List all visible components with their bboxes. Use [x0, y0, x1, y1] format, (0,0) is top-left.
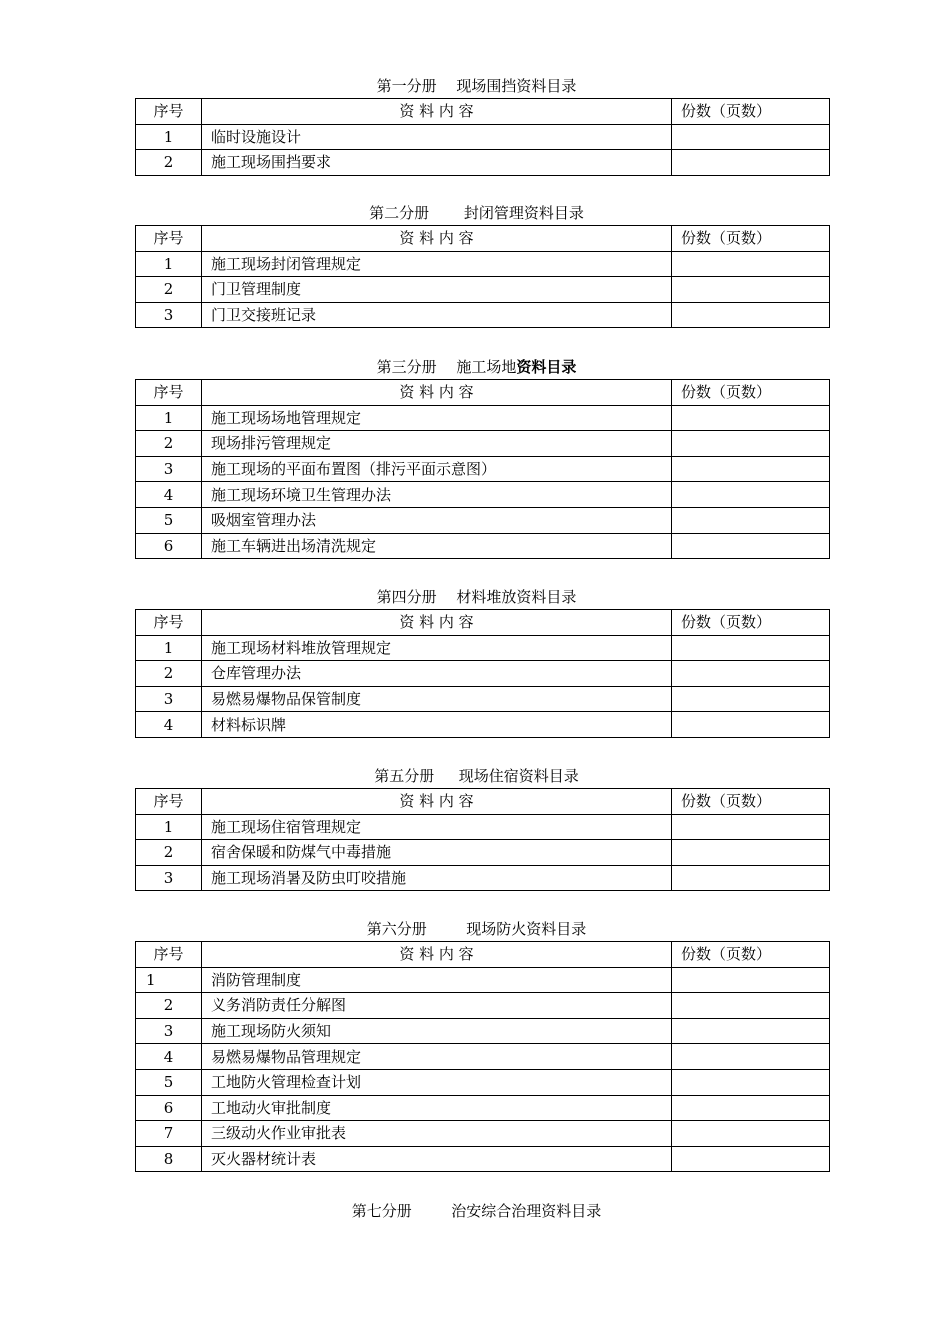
row-content: 临时设施设计: [202, 124, 672, 150]
row-content: 宿舍保暖和防煤气中毒措施: [202, 840, 672, 866]
row-pages: [672, 482, 830, 508]
row-pages: [672, 967, 830, 993]
table-row: [136, 635, 830, 661]
row-pages: [672, 405, 830, 431]
row-no: 6: [136, 533, 202, 559]
row-content: 现场排污管理规定: [202, 431, 672, 457]
row-no: 3: [136, 865, 202, 891]
section-title: 第五分册 现场住宿资料目录: [374, 767, 579, 785]
header-no: 序号: [136, 610, 202, 636]
row-pages: [672, 1121, 830, 1147]
row-no: 2: [136, 661, 202, 687]
row-content: 义务消防责任分解图: [202, 993, 672, 1019]
table-row: [136, 507, 830, 533]
catalog-table: [135, 941, 830, 1172]
header-content: 资 料 内 容: [202, 789, 672, 815]
header-content: 资 料 内 容: [202, 226, 672, 252]
header-content: 资 料 内 容: [202, 942, 672, 968]
row-content: 易燃易爆物品管理规定: [202, 1044, 672, 1070]
row-no: 1: [136, 967, 202, 993]
header-pages: 份数（页数）: [672, 380, 830, 406]
table-row: [136, 661, 830, 687]
section-title-bold: 资料目录: [516, 358, 577, 376]
row-pages: [672, 431, 830, 457]
row-no: 1: [136, 405, 202, 431]
row-no: 7: [136, 1121, 202, 1147]
table-row: [136, 686, 830, 712]
row-no: 2: [136, 277, 202, 303]
row-content: 施工现场防火须知: [202, 1018, 672, 1044]
row-content: 灭火器材统计表: [202, 1146, 672, 1172]
row-no: 3: [136, 1018, 202, 1044]
catalog-table: [135, 379, 830, 559]
row-no: 8: [136, 1146, 202, 1172]
row-content: 仓库管理办法: [202, 661, 672, 687]
row-no: 2: [136, 840, 202, 866]
section-title: 第二分册 封闭管理资料目录: [369, 204, 584, 222]
table-row: [136, 712, 830, 738]
table-header-row: [136, 610, 830, 636]
table-header-row: [136, 380, 830, 406]
section-title: 第一分册 现场围挡资料目录: [376, 77, 577, 95]
row-pages: [672, 814, 830, 840]
table-row: [136, 1146, 830, 1172]
row-content: 三级动火作业审批表: [202, 1121, 672, 1147]
row-content: 施工现场材料堆放管理规定: [202, 635, 672, 661]
section-title: 第四分册 材料堆放资料目录: [376, 588, 577, 606]
row-content: 施工现场场地管理规定: [202, 405, 672, 431]
row-no: 4: [136, 482, 202, 508]
row-no: 1: [136, 124, 202, 150]
row-content: 施工现场封闭管理规定: [202, 251, 672, 277]
row-content: 施工现场环境卫生管理办法: [202, 482, 672, 508]
row-pages: [672, 1095, 830, 1121]
catalog-table: [135, 225, 830, 328]
catalog-table: [135, 609, 830, 738]
row-no: 2: [136, 431, 202, 457]
row-no: 2: [136, 150, 202, 176]
row-pages: [672, 251, 830, 277]
row-no: 4: [136, 712, 202, 738]
row-pages: [672, 865, 830, 891]
catalog-table: [135, 788, 830, 891]
table-row: [136, 150, 830, 176]
table-row: [136, 482, 830, 508]
row-content: 门卫管理制度: [202, 277, 672, 303]
table-row: [136, 1018, 830, 1044]
row-pages: [672, 1069, 830, 1095]
row-content: 施工现场围挡要求: [202, 150, 672, 176]
row-pages: [672, 507, 830, 533]
row-content: 施工现场的平面布置图（排污平面示意图）: [202, 456, 672, 482]
row-content: 施工现场消暑及防虫叮咬措施: [202, 865, 672, 891]
row-content: 施工车辆进出场清洗规定: [202, 533, 672, 559]
header-no: 序号: [136, 789, 202, 815]
header-content: 资 料 内 容: [202, 380, 672, 406]
section-title: 第六分册 现场防火资料目录: [366, 920, 587, 938]
table-row: [136, 124, 830, 150]
row-pages: [672, 124, 830, 150]
row-pages: [672, 1044, 830, 1070]
table-row: [136, 993, 830, 1019]
row-pages: [672, 635, 830, 661]
table-row: [136, 814, 830, 840]
row-pages: [672, 533, 830, 559]
table-row: [136, 431, 830, 457]
table-row: [136, 1069, 830, 1095]
row-content: 门卫交接班记录: [202, 302, 672, 328]
table-row: [136, 302, 830, 328]
row-no: 3: [136, 456, 202, 482]
table-row: [136, 865, 830, 891]
row-no: 1: [136, 814, 202, 840]
table-row: [136, 405, 830, 431]
row-no: 3: [136, 302, 202, 328]
row-no: 3: [136, 686, 202, 712]
header-content: 资 料 内 容: [202, 99, 672, 125]
row-content: 消防管理制度: [202, 967, 672, 993]
row-no: 1: [136, 635, 202, 661]
header-content: 资 料 内 容: [202, 610, 672, 636]
row-no: 1: [136, 251, 202, 277]
row-pages: [672, 840, 830, 866]
row-content: 吸烟室管理办法: [202, 507, 672, 533]
row-content: 材料标识牌: [202, 712, 672, 738]
row-pages: [672, 661, 830, 687]
header-no: 序号: [136, 942, 202, 968]
row-no: 5: [136, 507, 202, 533]
header-pages: 份数（页数）: [672, 942, 830, 968]
table-row: [136, 251, 830, 277]
catalog-table: [135, 98, 830, 176]
header-pages: 份数（页数）: [672, 226, 830, 252]
row-content: 易燃易爆物品保管制度: [202, 686, 672, 712]
table-row: [136, 1121, 830, 1147]
header-pages: 份数（页数）: [672, 610, 830, 636]
row-pages: [672, 1018, 830, 1044]
header-no: 序号: [136, 380, 202, 406]
row-pages: [672, 1146, 830, 1172]
row-content: 工地动火审批制度: [202, 1095, 672, 1121]
header-pages: 份数（页数）: [672, 99, 830, 125]
header-no: 序号: [136, 226, 202, 252]
table-header-row: [136, 942, 830, 968]
row-no: 4: [136, 1044, 202, 1070]
header-no: 序号: [136, 99, 202, 125]
row-pages: [672, 456, 830, 482]
row-pages: [672, 712, 830, 738]
row-pages: [672, 686, 830, 712]
table-row: [136, 967, 830, 993]
table-row: [136, 456, 830, 482]
section-title-plain: 第三分册 施工场地: [376, 358, 517, 376]
row-content: 工地防火管理检查计划: [202, 1069, 672, 1095]
row-pages: [672, 150, 830, 176]
row-content: 施工现场住宿管理规定: [202, 814, 672, 840]
row-no: 6: [136, 1095, 202, 1121]
row-pages: [672, 277, 830, 303]
section-title: 第七分册 治安综合治理资料目录: [351, 1202, 602, 1220]
section-title: [135, 356, 818, 378]
table-header-row: [136, 789, 830, 815]
table-header-row: [136, 99, 830, 125]
row-no: 2: [136, 993, 202, 1019]
table-row: [136, 1095, 830, 1121]
header-pages: 份数（页数）: [672, 789, 830, 815]
table-row: [136, 1044, 830, 1070]
row-pages: [672, 993, 830, 1019]
row-no: 5: [136, 1069, 202, 1095]
table-row: [136, 277, 830, 303]
table-row: [136, 840, 830, 866]
table-header-row: [136, 226, 830, 252]
table-row: [136, 533, 830, 559]
row-pages: [672, 302, 830, 328]
